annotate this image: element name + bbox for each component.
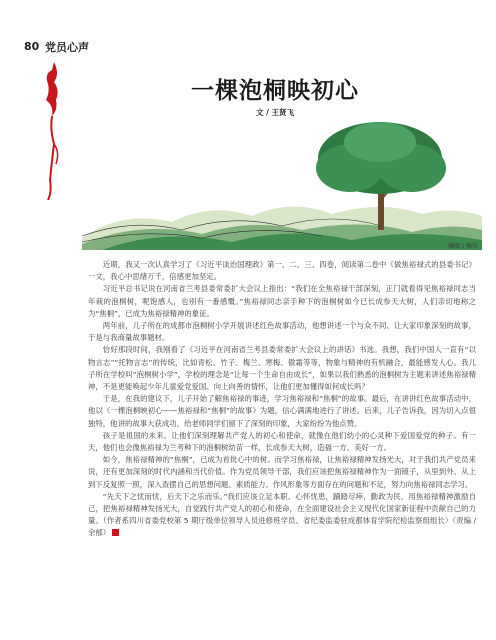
paragraph: 恰好那段时间，我刚看了《习近平在河南省兰考县委常委扩大会议上的讲话》书选。我想，我们中国人一直有“以物言志”“托物言志”的传统，比如青松、竹子、梅兰、寒梅、傲霜等等，物象与精神的有机融合，最能感发人心。我儿子所在学校叫“泡桐树小学”，学校的理念是“让每一个生命自由成长”，如果以我们熟悉的泡桐树为主题来讲述焦裕禄精神，不是更能唤起少年儿童爱党爱国、向上向善的情怀，让他们更加懂得如何成长吗？ xyxy=(88,345,476,392)
section-title: 党员心声 xyxy=(45,41,89,54)
paragraph: 如今，焦裕禄精神的“焦桐”，已成为首批心中的树。而学习焦裕禄，让焦裕禄精神发扬光大，对于我们共产党员来说，还有更加深刻的时代内涵和当代价值。作为党员领导干部，我们应该把焦裕禄精神作为一面镜子，从里到外、从上到下反复照一照，深入查摆自己的思想问题、素质能力、作风形象等方面存在的问题和不足，努力向焦裕禄同志学习。 xyxy=(88,455,476,489)
paragraph: 习近平总书记说在河南省兰考县委常委扩大会议上指出：“我们在全焦裕禄干部深刻，正门就看得见焦裕禄同志当年栽的泡桐树，呢饱感人，也别有一番感慨。”焦裕禄同志亲手种下的泡桐树如今已长成参天大树，人们亲切地称之为“焦桐”，已成为焦裕禄精神的象征。 xyxy=(88,284,476,318)
paulownia-tree-illustration xyxy=(82,118,482,250)
red-flag-decoration xyxy=(40,60,70,200)
page-number: 80 xyxy=(24,40,40,53)
article-author: 文 / 王贤飞 xyxy=(256,108,294,117)
article-body xyxy=(88,259,476,540)
illustration-credit: 插图 / 杨东 xyxy=(448,243,478,250)
end-mark-icon xyxy=(112,529,119,536)
paragraph: 孩子是祖国的未来。让他们深刻理解共产党人的初心和使命，就像在他们幼小的心灵种下爱国爱党的种子。有一天，他们也会像焦裕禄为兰考种下的泡桐树幼苗一样，长成参天大树，造福一方、美好一方。 xyxy=(88,430,476,453)
paragraph: 两年前，儿子所在的成都市泡桐树小学开展讲述红色故事活动，他想讲述一个与众不同、让大家印象深刻的故事，于是与我商量故事题材。 xyxy=(88,321,476,343)
paragraph-last xyxy=(88,491,476,540)
paragraph: 近期，我又一次认真学习了《习近平谈治国理政》第一、二、三、四卷，阅读第二卷中《做焦裕禄式的县委书记》一文，我心中思绪万千，倍感更加坚定。 xyxy=(88,260,476,282)
page-header xyxy=(0,0,496,60)
article-title: 一棵泡桐映初心 xyxy=(191,77,359,104)
paragraph-text: “先天下之忧而忧，后天下之乐而乐。”我们应该立足本职、心怀忧患，踊踏尽瘁，勤政为民，用焦裕禄精神激励自己，把焦裕禄精神发扬光大，自觉践行共产党人的初心和使命，在全面建设社会主义现代化国家新征程中贡献自己的力量。（作者系四川省委党校第 5 期厅级单位领导人员进修班学员、省纪委监委驻成都体育学院纪检监察组组长）（责编 / 余郁） xyxy=(88,491,476,538)
paragraph: 于是，在我的建议下，儿子开始了解焦裕禄的事迹，学习焦裕禄和“焦桐”的故事。最后，在讲讲红色故事活动中，他以《一棵泡桐映初心——焦裕禄和“焦桐”的故事》为题，信心满满地进行了讲述。后来，儿子告诉我，因为切入点很独特，他讲的故事大获成功，给老师同学们留下了深刻的印象，大家纷纷为他点赞。 xyxy=(88,394,476,428)
